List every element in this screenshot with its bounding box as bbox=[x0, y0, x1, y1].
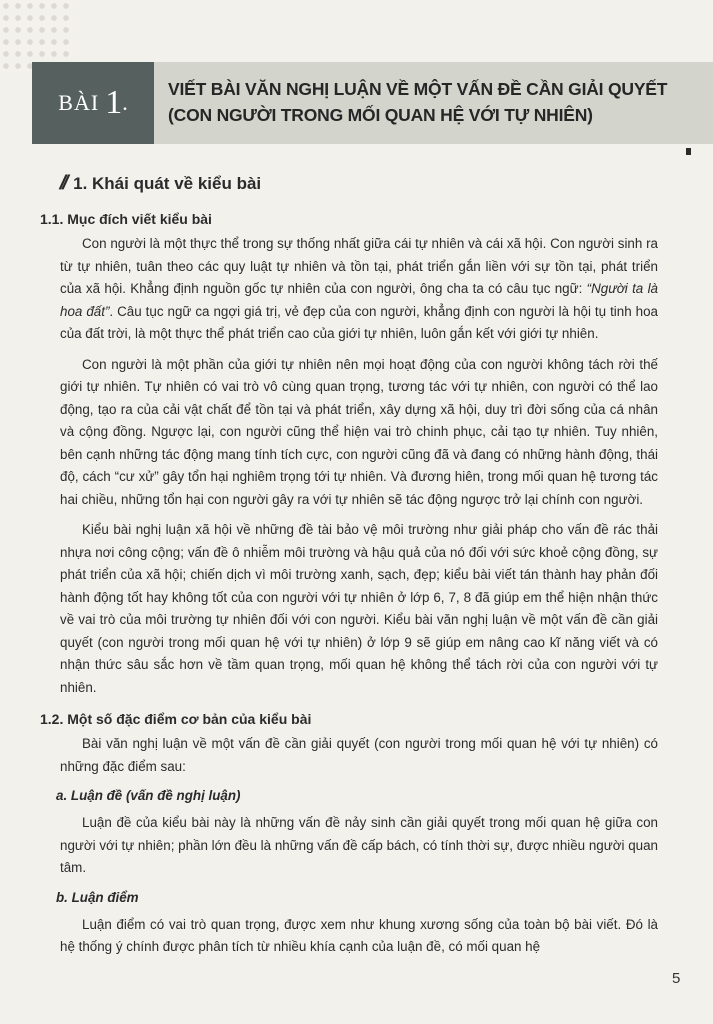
decorative-dot-pattern bbox=[0, 0, 70, 70]
lesson-word: BÀI bbox=[58, 90, 100, 115]
paragraph-3: Kiểu bài nghị luận xã hội về những đề tài bảo vệ môi trường như giải pháp cho vấn đề rác thải nhựa nơi công cộng; vấn đề ô nhiễm môi trường và hậu quả của nó đối với sức khoẻ cộng đồng, sự phát triển của xã hội; chiến dịch vì môi trường xanh, sạch, đẹp; kiểu bài viết tán thành hay phản đối hành động tốt hay không tốt của con người với tự nhiên ở lớp 6, 7, 8 đã giúp em thể hiện nhận thức về vai trò của môi trường tự nhiên đối với con người. Kiểu bài văn nghị luận về một vấn đề cần giải quyết (con người trong mối quan hệ với tự nhiên) ở lớp 9 sẽ giúp em nâng cao kĩ năng viết và có nhận thức sâu sắc hơn về tầm quan trọng, mối quan hệ không thể tách rời của con người với tự nhiên. bbox=[60, 522, 658, 695]
paragraph-2: Con người là một phần của giới tự nhiên nên mọi hoạt động của con người không tách rời thế giới tự nhiên. Tự nhiên có vai trò vô cùng quan trọng, tương tác với tự nhiên, con người có thể lao động, tạo ra của cải vật chất để tồn tại và phát triển, xây dựng xã hội, duy trì đời sống của cá nhân và cộng đồng. Ngược lại, con người cũng thể hiện vai trò chinh phục, cải tạo tự nhiên. Tuy nhiên, bên cạnh những tác động mang tính tích cực, con người cũng đã và đang có những hành động, thái độ, cách “cư xử” gây tổn hại nghiêm trọng tới tự nhiên. Và đương hiên, trong mối quan hệ tương tác hai chiều, những tổn hại con người gây ra với tự nhiên sẽ tác động ngược trở lại chính con người. bbox=[60, 356, 658, 507]
paragraph-a: Luận đề của kiểu bài này là những vấn đề nảy sinh cần giải quyết trong mối quan hệ giữa con người với tự nhiên; phần lớn đều là những vấn đề cấp bách, có tính thời sự, được nhiều người quan tâm. bbox=[60, 815, 658, 875]
section-heading bbox=[57, 172, 658, 195]
item-heading-a: a. Luận đề (vấn đề nghị luận) bbox=[56, 788, 241, 803]
subsection-heading-1-2: 1.2. Một số đặc điểm cơ bản của kiểu bài bbox=[40, 711, 312, 727]
section-heading-text: 1. Khái quát về kiểu bài bbox=[73, 173, 262, 193]
double-slash-icon: // bbox=[57, 172, 69, 194]
paragraph-1-start: Con người là một thực thể trong sự thống nhất giữa cái tự nhiên và cái xã hội. Con người sinh ra từ tự nhiên, tuân theo các quy luật tự nhiên và tồn tại, phát triển gắn liền với sự tồn tại, phát triển của xã hội. Khẳng định nguồn gốc tự nhiên của con người, ông cha ta có câu tục ngữ: bbox=[60, 236, 658, 296]
lesson-title bbox=[168, 76, 708, 128]
proverb-quote: “Người ta là hoa đất” bbox=[60, 281, 658, 319]
lesson-dot: . bbox=[122, 90, 128, 115]
lesson-badge bbox=[32, 62, 154, 144]
page-number: 5 bbox=[672, 970, 681, 987]
paragraph-intro: Bài văn nghị luận về một vấn đề cần giải quyết (con người trong mối quan hệ với tự nhiên) có những đặc điểm sau: bbox=[60, 736, 658, 774]
paragraph-b: Luận điểm có vai trò quan trọng, được xem như khung xương sống của toàn bộ bài viết. Đó là hệ thống ý chính được phân tích từ nhiều khía cạnh của luận đề, có mối quan hệ bbox=[60, 916, 658, 954]
page-content bbox=[40, 172, 658, 967]
paragraph-1 bbox=[60, 233, 658, 346]
paragraph-1-end: . Câu tục ngữ ca ngợi giá trị, vẻ đẹp của con người, khẳng định con người là hội tụ tinh hoa của đất trời, là một thực thể phát triển cao của giới tự nhiên, luôn gắn kết với giới tự nhiên. bbox=[60, 303, 658, 341]
lesson-title-line2: (CON NGƯỜI TRONG MỐI QUAN HỆ VỚI TỰ NHIÊN) bbox=[168, 105, 593, 125]
lesson-title-line1: VIẾT BÀI VĂN NGHỊ LUẬN VỀ MỘT VẤN ĐỀ CẦN GIẢI QUYẾT bbox=[168, 79, 668, 99]
subsection-heading-1-1: 1.1. Mục đích viết kiểu bài bbox=[40, 211, 212, 227]
lesson-number: 1 bbox=[105, 84, 123, 121]
item-heading-b: b. Luận điểm bbox=[56, 889, 139, 905]
corner-mark bbox=[686, 148, 691, 155]
